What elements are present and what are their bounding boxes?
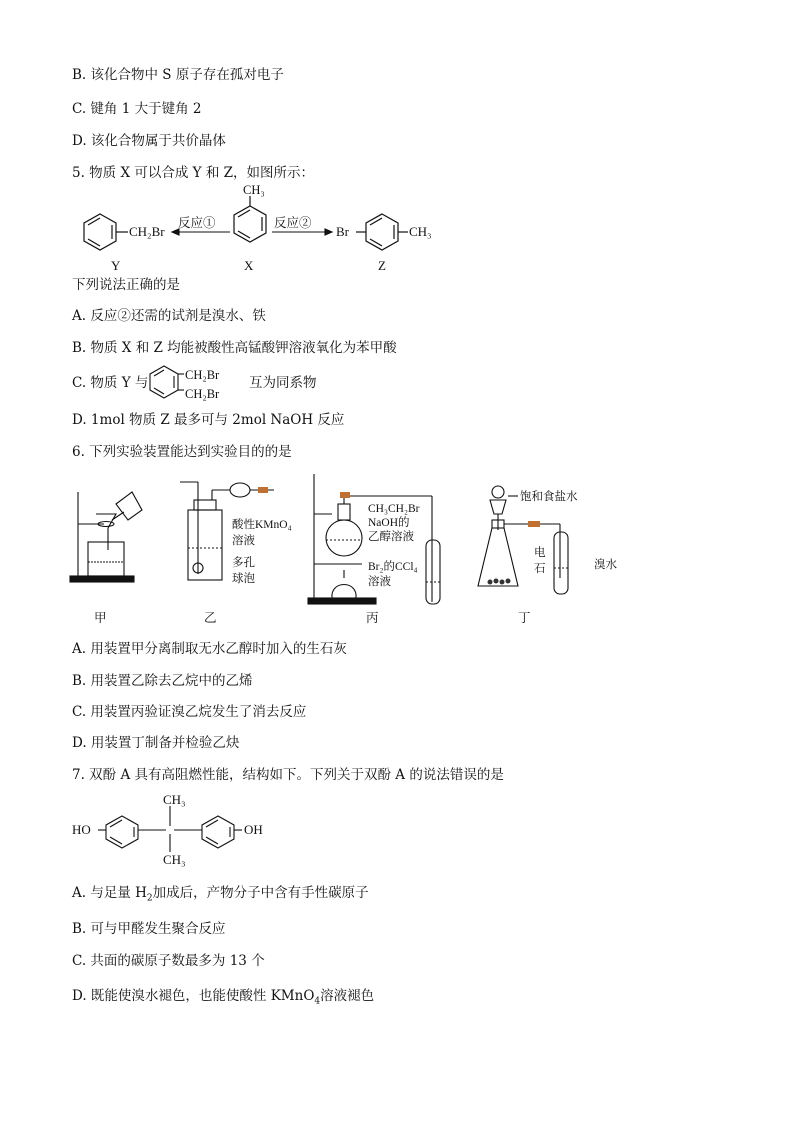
label-x: X bbox=[244, 258, 254, 273]
bing-reagent-line1: CH₃CH₂Br bbox=[368, 503, 420, 515]
ch3-bottom-label: CH₃ bbox=[163, 852, 186, 867]
ch3-top-label: CH₃ bbox=[163, 792, 186, 807]
arrow-1-label: 反应① bbox=[178, 216, 216, 230]
q5-option-a: A. 反应②还需的试剂是溴水、铁 bbox=[72, 308, 266, 324]
q7-option-a bbox=[72, 884, 369, 908]
q5-stem: 5. 物质 X 可以合成 Y 和 Z，如图所示： bbox=[72, 165, 315, 181]
q5-option-c-suffix: 互为同系物 bbox=[249, 375, 317, 391]
q6-stem: 6. 下列实验装置能达到实验目的的是 bbox=[72, 444, 292, 460]
q5-reaction-scheme bbox=[60, 182, 480, 274]
q4-option-d: D. 该化合物属于共价晶体 bbox=[72, 133, 226, 149]
label-ding: 丁 bbox=[518, 611, 531, 625]
benzene-ring-x bbox=[234, 196, 266, 242]
label-z: Z bbox=[378, 258, 386, 273]
bing-reagent-line4: Br₂的CCl₄ bbox=[368, 561, 418, 573]
q6-apparatus-figure bbox=[62, 470, 642, 628]
q7-option-a-suffix: 加成后，产物分子中含有手性碳原子 bbox=[152, 885, 369, 901]
o-xylylene-dibromide-structure bbox=[148, 362, 248, 404]
q7-option-d-prefix: D. 既能使溴水褪色，也能使酸性 KMnO bbox=[72, 988, 315, 1004]
q4-option-c: C. 键角 1 大于键角 2 bbox=[72, 101, 202, 117]
yi-reagent-line2: 溶液 bbox=[232, 535, 255, 547]
yi-bulb-line1: 多孔 bbox=[232, 557, 255, 569]
q7-option-a-prefix: A. 与足量 H bbox=[72, 885, 147, 901]
q7-option-a-subscript: 2 bbox=[146, 893, 153, 904]
x-ch3-label: CH₃ bbox=[243, 183, 265, 197]
yi-reagent-line1: 酸性KMnO₄ bbox=[232, 519, 292, 531]
z-br-label: Br bbox=[336, 224, 349, 239]
ding-carbide-1: 电 bbox=[534, 547, 546, 559]
apparatus-jia bbox=[70, 492, 142, 582]
q5-option-b: B. 物质 X 和 Z 均能被酸性高锰酸钾溶液氧化为苯甲酸 bbox=[72, 340, 397, 356]
q5-prompt: 下列说法正确的是 bbox=[72, 277, 180, 293]
q7-option-d bbox=[72, 987, 374, 1011]
q5-option-c-prefix: C. 物质 Y 与 bbox=[72, 375, 149, 391]
ding-reagent-brominewater: 溴水 bbox=[594, 559, 617, 571]
q7-option-b: B. 可与甲醛发生聚合反应 bbox=[72, 921, 226, 937]
q7-option-d-suffix: 溶液褪色 bbox=[320, 988, 375, 1004]
q7-option-c: C. 共面的碳原子数最多为 13 个 bbox=[72, 953, 265, 969]
q6-option-d: D. 用装置丁制备并检验乙炔 bbox=[72, 735, 240, 751]
ch2br-lower: CH₂Br bbox=[185, 387, 220, 401]
ho-label: HO bbox=[72, 822, 91, 837]
y-ch2br-label: CH₂Br bbox=[129, 224, 165, 239]
bing-reagent-line3: 乙醇溶液 bbox=[368, 531, 414, 543]
q4-option-b: B. 该化合物中 S 原子存在孤对电子 bbox=[72, 67, 284, 83]
q6-option-b: B. 用装置乙除去乙烷中的乙烯 bbox=[72, 673, 253, 689]
ding-reagent-saline: 饱和食盐水 bbox=[520, 491, 578, 503]
bing-reagent-line2: NaOH的 bbox=[368, 517, 410, 529]
benzene-ring-y bbox=[84, 214, 128, 250]
calcium-carbide-lumps bbox=[488, 579, 511, 585]
q6-option-a: A. 用装置甲分离制取无水乙醇时加入的生石灰 bbox=[72, 641, 347, 657]
label-y: Y bbox=[111, 258, 121, 273]
benzene-ring-z bbox=[356, 214, 408, 250]
q7-stem: 7. 双酚 A 具有高阻燃性能，结构如下。下列关于双酚 A 的说法错误的是 bbox=[72, 767, 504, 783]
yi-bulb-line2: 球泡 bbox=[232, 573, 255, 585]
ding-carbide-2: 石 bbox=[534, 563, 546, 575]
label-bing: 丙 bbox=[366, 611, 379, 625]
ch2br-upper: CH₂Br bbox=[185, 368, 220, 382]
arrow-2-label: 反应② bbox=[274, 216, 312, 230]
apparatus-yi bbox=[180, 482, 274, 580]
q5-option-d: D. 1mol 物质 Z 最多可与 2mol NaOH 反应 bbox=[72, 412, 345, 428]
bisphenol-a-structure bbox=[70, 790, 290, 870]
z-ch3-label: CH₃ bbox=[409, 224, 432, 239]
bing-reagent-line5: 溶液 bbox=[368, 576, 391, 588]
oh-label: OH bbox=[244, 822, 263, 837]
label-jia: 甲 bbox=[94, 611, 107, 625]
label-yi: 乙 bbox=[204, 611, 217, 625]
q7-option-d-subscript: 4 bbox=[314, 996, 321, 1007]
q6-option-c: C. 用装置丙验证溴乙烷发生了消去反应 bbox=[72, 704, 307, 720]
